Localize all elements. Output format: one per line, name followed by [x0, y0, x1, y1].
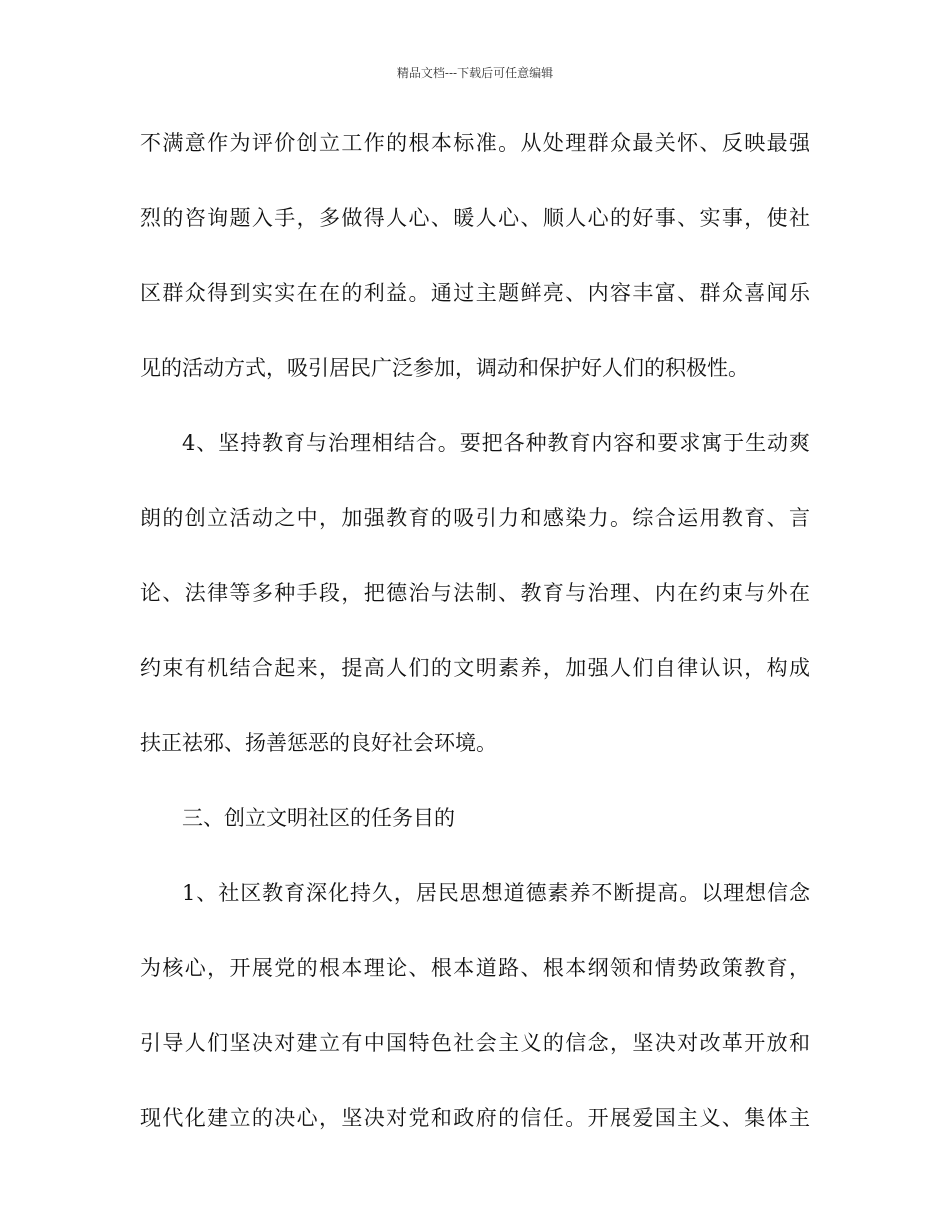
text-line: 不满意作为评价创立工作的根本标准。从处理群众最关怀、反映最强: [140, 131, 810, 155]
text-line: 现代化建立的决心，坚决对党和政府的信任。开展爱国主义、集体主: [140, 1106, 810, 1130]
page-header: 精品文档---下载后可任意编辑: [396, 66, 554, 80]
text-line: 论、法律等多种手段，把德治与法制、教育与治理、内在约束与外在: [140, 581, 810, 605]
text-line: 约束有机结合起来，提高人们的文明素养，加强人们自律认识，构成: [140, 656, 810, 680]
text-line: 区群众得到实实在在的利益。通过主题鲜亮、内容丰富、群众喜闻乐: [140, 281, 810, 305]
text-line: 朗的创立活动之中，加强教育的吸引力和感染力。综合运用教育、言: [140, 506, 810, 530]
text-line: 见的活动方式，吸引居民广泛参加，调动和保护好人们的积极性。: [140, 356, 749, 380]
text-line: 引导人们坚决对建立有中国特色社会主义的信念，坚决对改革开放和: [140, 1031, 810, 1055]
text-line: 1、社区教育深化持久，居民思想道德素养不断提高。以理想信念: [182, 881, 810, 905]
text-line: 4、坚持教育与治理相结合。要把各种教育内容和要求寓于生动爽: [182, 431, 810, 455]
text-line: 扶正祛邪、扬善惩恶的良好社会环境。: [140, 731, 497, 755]
section-heading: 三、创立文明社区的任务目的: [182, 806, 455, 830]
text-line: 烈的咨询题入手，多做得人心、暖人心、顺人心的好事、实事，使社: [140, 206, 810, 230]
text-line: 为核心，开展党的根本理论、根本道路、根本纲领和情势政策教育，: [140, 956, 810, 980]
